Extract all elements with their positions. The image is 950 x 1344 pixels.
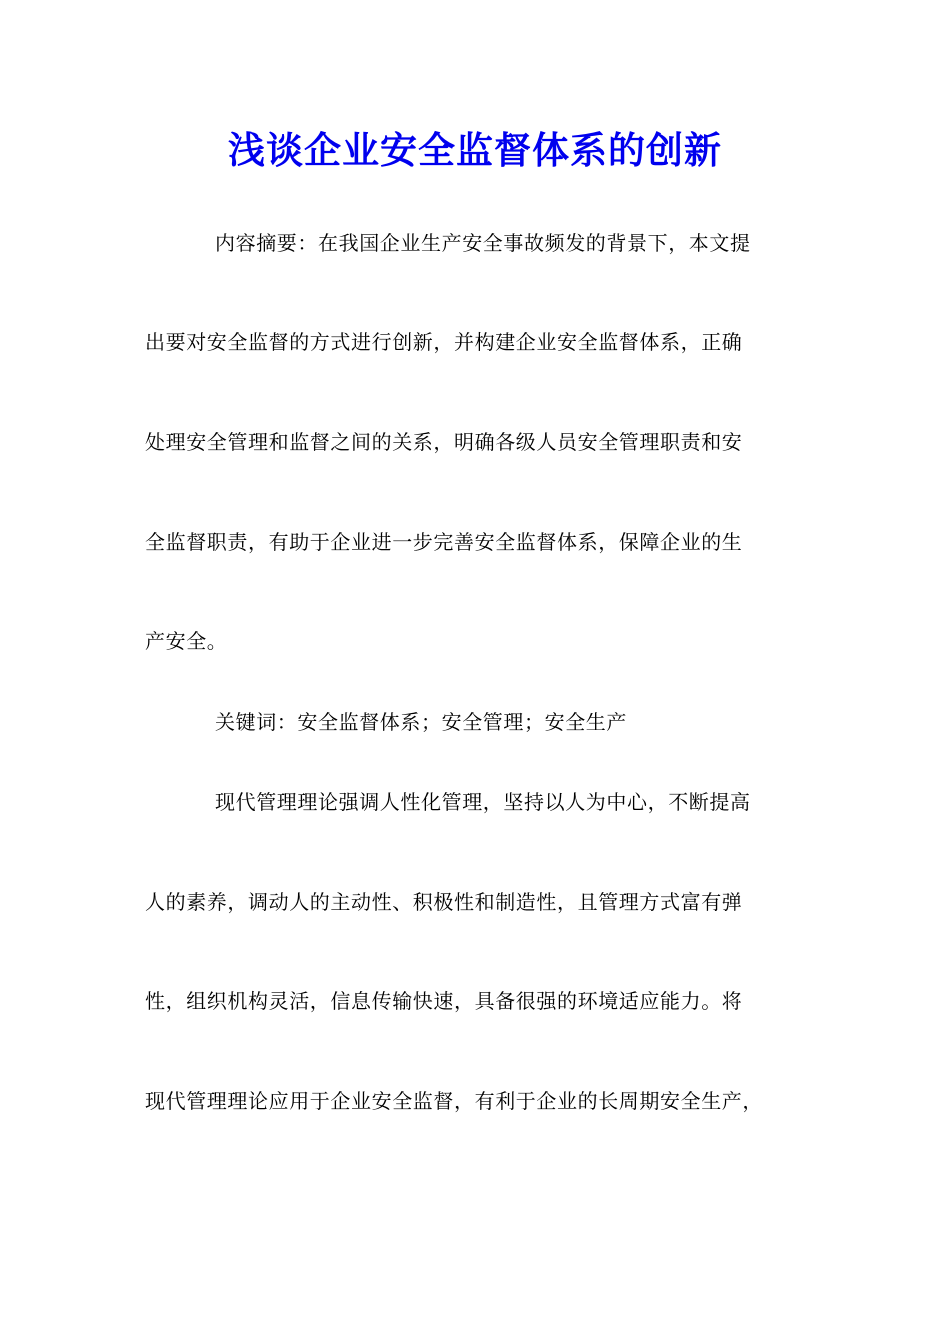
body-line-2: 人的素养，调动人的主动性、积极性和制造性，且管理方式富有弹 <box>145 890 743 914</box>
body-line-3: 性，组织机构灵活，信息传输快速，具备很强的环境适应能力。将 <box>145 989 743 1013</box>
abstract-line-5: 产安全。 <box>145 629 228 653</box>
body-line-1: 现代管理理论强调人性化管理，坚持以人为中心，不断提高 <box>215 790 751 814</box>
keywords-line: 关键词：安全监督体系；安全管理；安全生产 <box>215 710 627 734</box>
abstract-line-4: 全监督职责，有助于企业进一步完善安全监督体系，保障企业的生 <box>145 530 743 554</box>
body-line-4: 现代管理理论应用于企业安全监督，有利于企业的长周期安全生产， <box>145 1089 763 1113</box>
abstract-line-3: 处理安全管理和监督之间的关系，明确各级人员安全管理职责和安 <box>145 430 743 454</box>
abstract-line-1: 内容摘要：在我国企业生产安全事故频发的背景下，本文提 <box>215 231 751 255</box>
abstract-line-2: 出要对安全监督的方式进行创新，并构建企业安全监督体系，正确 <box>145 330 743 354</box>
document-title: 浅谈企业安全监督体系的创新 <box>228 128 722 172</box>
